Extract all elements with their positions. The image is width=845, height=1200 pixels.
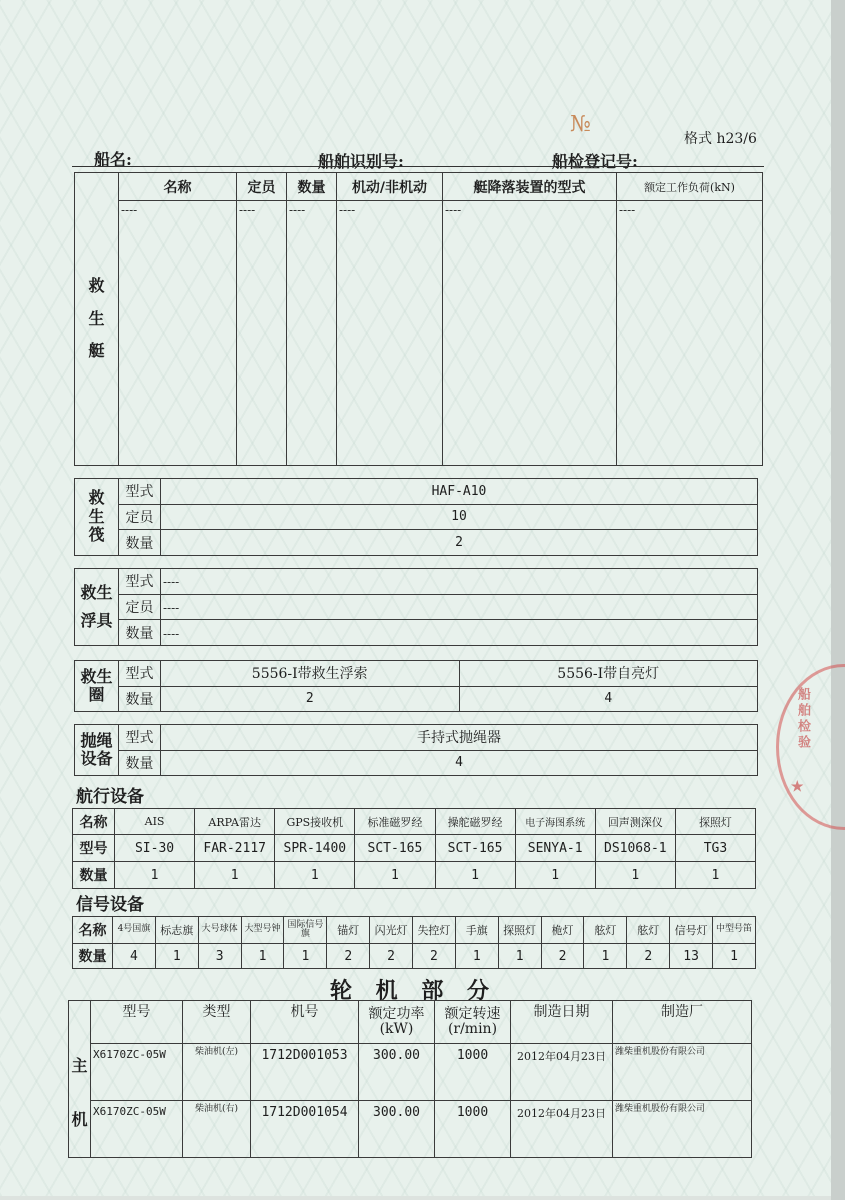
navigation-title: 航行设备 [76, 787, 144, 807]
liferaft-side-label: 救 生 筏 [75, 479, 119, 556]
lifeboat-value-launch: ---- [443, 201, 617, 466]
buoyant-side-label: 救生 浮具 [75, 569, 119, 646]
signal-qty: 1 [284, 944, 327, 969]
engine-type: 柴油机(右) [183, 1100, 251, 1157]
lifeboat-value-load: ---- [617, 201, 763, 466]
signal-row-label-qty: 数量 [73, 944, 113, 969]
lifebuoy-type-1: 5556-I带救生浮索 [161, 661, 460, 687]
signal-name: 标志旗 [155, 917, 198, 944]
signal-qty: 13 [670, 944, 713, 969]
line-thrower-type-value: 手持式抛绳器 [161, 725, 758, 751]
seal-star-icon: ★ [791, 779, 804, 795]
signal-name: 手旗 [455, 917, 498, 944]
signal-qty: 2 [327, 944, 370, 969]
seal-text: 船舶检验 [795, 687, 810, 751]
signal-name: 闪光灯 [370, 917, 413, 944]
navigation-model: SCT-165 [355, 835, 435, 862]
liferaft-table [74, 478, 758, 556]
page-edge [831, 0, 845, 1200]
ship-id-label: 船舶识别号: [318, 152, 404, 171]
ship-name-label: 船名: [94, 150, 132, 169]
signal-name: 失控灯 [413, 917, 456, 944]
navigation-qty: 1 [115, 862, 195, 889]
lifeboat-value-quantity: ---- [287, 201, 337, 466]
signal-qty: 2 [370, 944, 413, 969]
engine-speed: 1000 [435, 1043, 511, 1100]
lifebuoy-qty-2: 4 [459, 686, 758, 712]
lifebuoy-table [74, 660, 758, 712]
line-thrower-side-label: 抛绳 设备 [75, 725, 119, 776]
buoyant-quantity-label: 数量 [119, 620, 161, 646]
navigation-name: 探照灯 [675, 809, 755, 835]
engine-serial: 1712D001053 [251, 1043, 359, 1100]
engine-header-speed: 额定转速(r/min) [435, 1001, 511, 1044]
signal-qty: 2 [413, 944, 456, 969]
signal-name: 锚灯 [327, 917, 370, 944]
reg-no-label: 船检登记号: [552, 152, 638, 171]
buoyant-quantity-value: ---- [161, 620, 758, 646]
signal-name: 中型号笛 [713, 917, 756, 944]
signal-name: 探照灯 [498, 917, 541, 944]
signal-qty: 3 [198, 944, 241, 969]
navigation-qty: 1 [435, 862, 515, 889]
engine-model: X6170ZC-05W [91, 1100, 183, 1157]
navigation-model: FAR-2117 [195, 835, 275, 862]
signal-qty: 1 [713, 944, 756, 969]
navigation-name: AIS [115, 809, 195, 835]
liferaft-quantity-value: 2 [161, 530, 758, 556]
navigation-qty: 1 [275, 862, 355, 889]
navigation-table [72, 808, 756, 889]
engine-header-maker: 制造厂 [613, 1001, 752, 1044]
signal-qty: 1 [455, 944, 498, 969]
engine-maker: 潍柴重机股份有限公司 [613, 1100, 752, 1157]
signal-name: 桅灯 [541, 917, 584, 944]
navigation-model: SPR-1400 [275, 835, 355, 862]
engine-model: X6170ZC-05W [91, 1043, 183, 1100]
buoyant-capacity-label: 定员 [119, 594, 161, 620]
buoyant-table [74, 568, 758, 646]
engine-table [68, 1000, 752, 1158]
engine-side-label: 主 机 [69, 1001, 91, 1158]
number-mark: № [570, 112, 591, 137]
navigation-qty: 1 [195, 862, 275, 889]
navigation-row-label-qty: 数量 [73, 862, 115, 889]
line-thrower-type-label: 型式 [119, 725, 161, 751]
signal-row-label-name: 名称 [73, 917, 113, 944]
navigation-qty: 1 [515, 862, 595, 889]
liferaft-capacity-label: 定员 [119, 504, 161, 530]
signal-name: 大型号钟 [241, 917, 284, 944]
signal-qty: 2 [541, 944, 584, 969]
navigation-model: SI-30 [115, 835, 195, 862]
lifeboat-side-label: 救 生 艇 [75, 173, 119, 466]
signal-qty: 1 [498, 944, 541, 969]
engine-header-serial: 机号 [251, 1001, 359, 1044]
form-code: 格式 h23/6 [684, 131, 757, 147]
liferaft-capacity-value: 10 [161, 504, 758, 530]
navigation-row-label-model: 型号 [73, 835, 115, 862]
navigation-name: 电子海图系统 [515, 809, 595, 835]
signal-qty: 1 [155, 944, 198, 969]
line-thrower-qty-label: 数量 [119, 750, 161, 776]
lifeboat-header-capacity: 定员 [237, 173, 287, 201]
lifebuoy-type-label: 型式 [119, 661, 161, 687]
engine-header-type: 类型 [183, 1001, 251, 1044]
signal-qty: 1 [241, 944, 284, 969]
navigation-qty: 1 [355, 862, 435, 889]
signal-name: 国际信号旗 [284, 917, 327, 944]
navigation-name: ARPA雷达 [195, 809, 275, 835]
navigation-qty: 1 [595, 862, 675, 889]
engine-serial: 1712D001054 [251, 1100, 359, 1157]
line-thrower-qty-value: 4 [161, 750, 758, 776]
engine-power: 300.00 [359, 1043, 435, 1100]
lifeboat-header-motor: 机动/非机动 [337, 173, 443, 201]
engine-header-power: 额定功率(kW) [359, 1001, 435, 1044]
signal-name: 信号灯 [670, 917, 713, 944]
header-rule [72, 166, 764, 167]
navigation-name: GPS接收机 [275, 809, 355, 835]
navigation-name: 标准磁罗经 [355, 809, 435, 835]
buoyant-type-value: ---- [161, 569, 758, 595]
signal-qty: 2 [627, 944, 670, 969]
signal-qty: 1 [584, 944, 627, 969]
lifebuoy-qty-label: 数量 [119, 686, 161, 712]
engine-title: 轮 机 部 分 [330, 978, 497, 1004]
lifebuoy-side-label: 救生 圈 [75, 661, 119, 712]
lifeboat-header-name: 名称 [119, 173, 237, 201]
line-thrower-table [74, 724, 758, 776]
engine-power: 300.00 [359, 1100, 435, 1157]
engine-maker: 潍柴重机股份有限公司 [613, 1043, 752, 1100]
engine-header-date: 制造日期 [511, 1001, 613, 1044]
lifebuoy-type-2: 5556-I带自亮灯 [459, 661, 758, 687]
signal-title: 信号设备 [76, 895, 144, 915]
lifeboat-header-load: 额定工作负荷(kN) [617, 173, 763, 201]
navigation-row-label-name: 名称 [73, 809, 115, 835]
liferaft-type-value: HAF-A10 [161, 479, 758, 505]
liferaft-quantity-label: 数量 [119, 530, 161, 556]
buoyant-type-label: 型式 [119, 569, 161, 595]
signal-name: 4号国旗 [113, 917, 156, 944]
lifeboat-header-quantity: 数量 [287, 173, 337, 201]
buoyant-capacity-value: ---- [161, 594, 758, 620]
lifeboat-table [74, 172, 763, 466]
signal-table [72, 916, 756, 969]
signal-qty: 4 [113, 944, 156, 969]
engine-date: 2012年04月23日 [511, 1043, 613, 1100]
liferaft-type-label: 型式 [119, 479, 161, 505]
navigation-model: TG3 [675, 835, 755, 862]
signal-name: 大号球体 [198, 917, 241, 944]
lifebuoy-qty-1: 2 [161, 686, 460, 712]
engine-type: 柴油机(左) [183, 1043, 251, 1100]
engine-header-model: 型号 [91, 1001, 183, 1044]
signal-name: 舷灯 [584, 917, 627, 944]
navigation-name: 回声测深仪 [595, 809, 675, 835]
lifeboat-header-launch: 艇降落装置的型式 [443, 173, 617, 201]
navigation-model: SENYA-1 [515, 835, 595, 862]
signal-name: 舷灯 [627, 917, 670, 944]
engine-speed: 1000 [435, 1100, 511, 1157]
lifeboat-value-motor: ---- [337, 201, 443, 466]
navigation-model: DS1068-1 [595, 835, 675, 862]
navigation-model: SCT-165 [435, 835, 515, 862]
lifeboat-value-capacity: ---- [237, 201, 287, 466]
engine-date: 2012年04月23日 [511, 1100, 613, 1157]
lifeboat-value-name: ---- [119, 201, 237, 466]
navigation-name: 操舵磁罗经 [435, 809, 515, 835]
navigation-qty: 1 [675, 862, 755, 889]
